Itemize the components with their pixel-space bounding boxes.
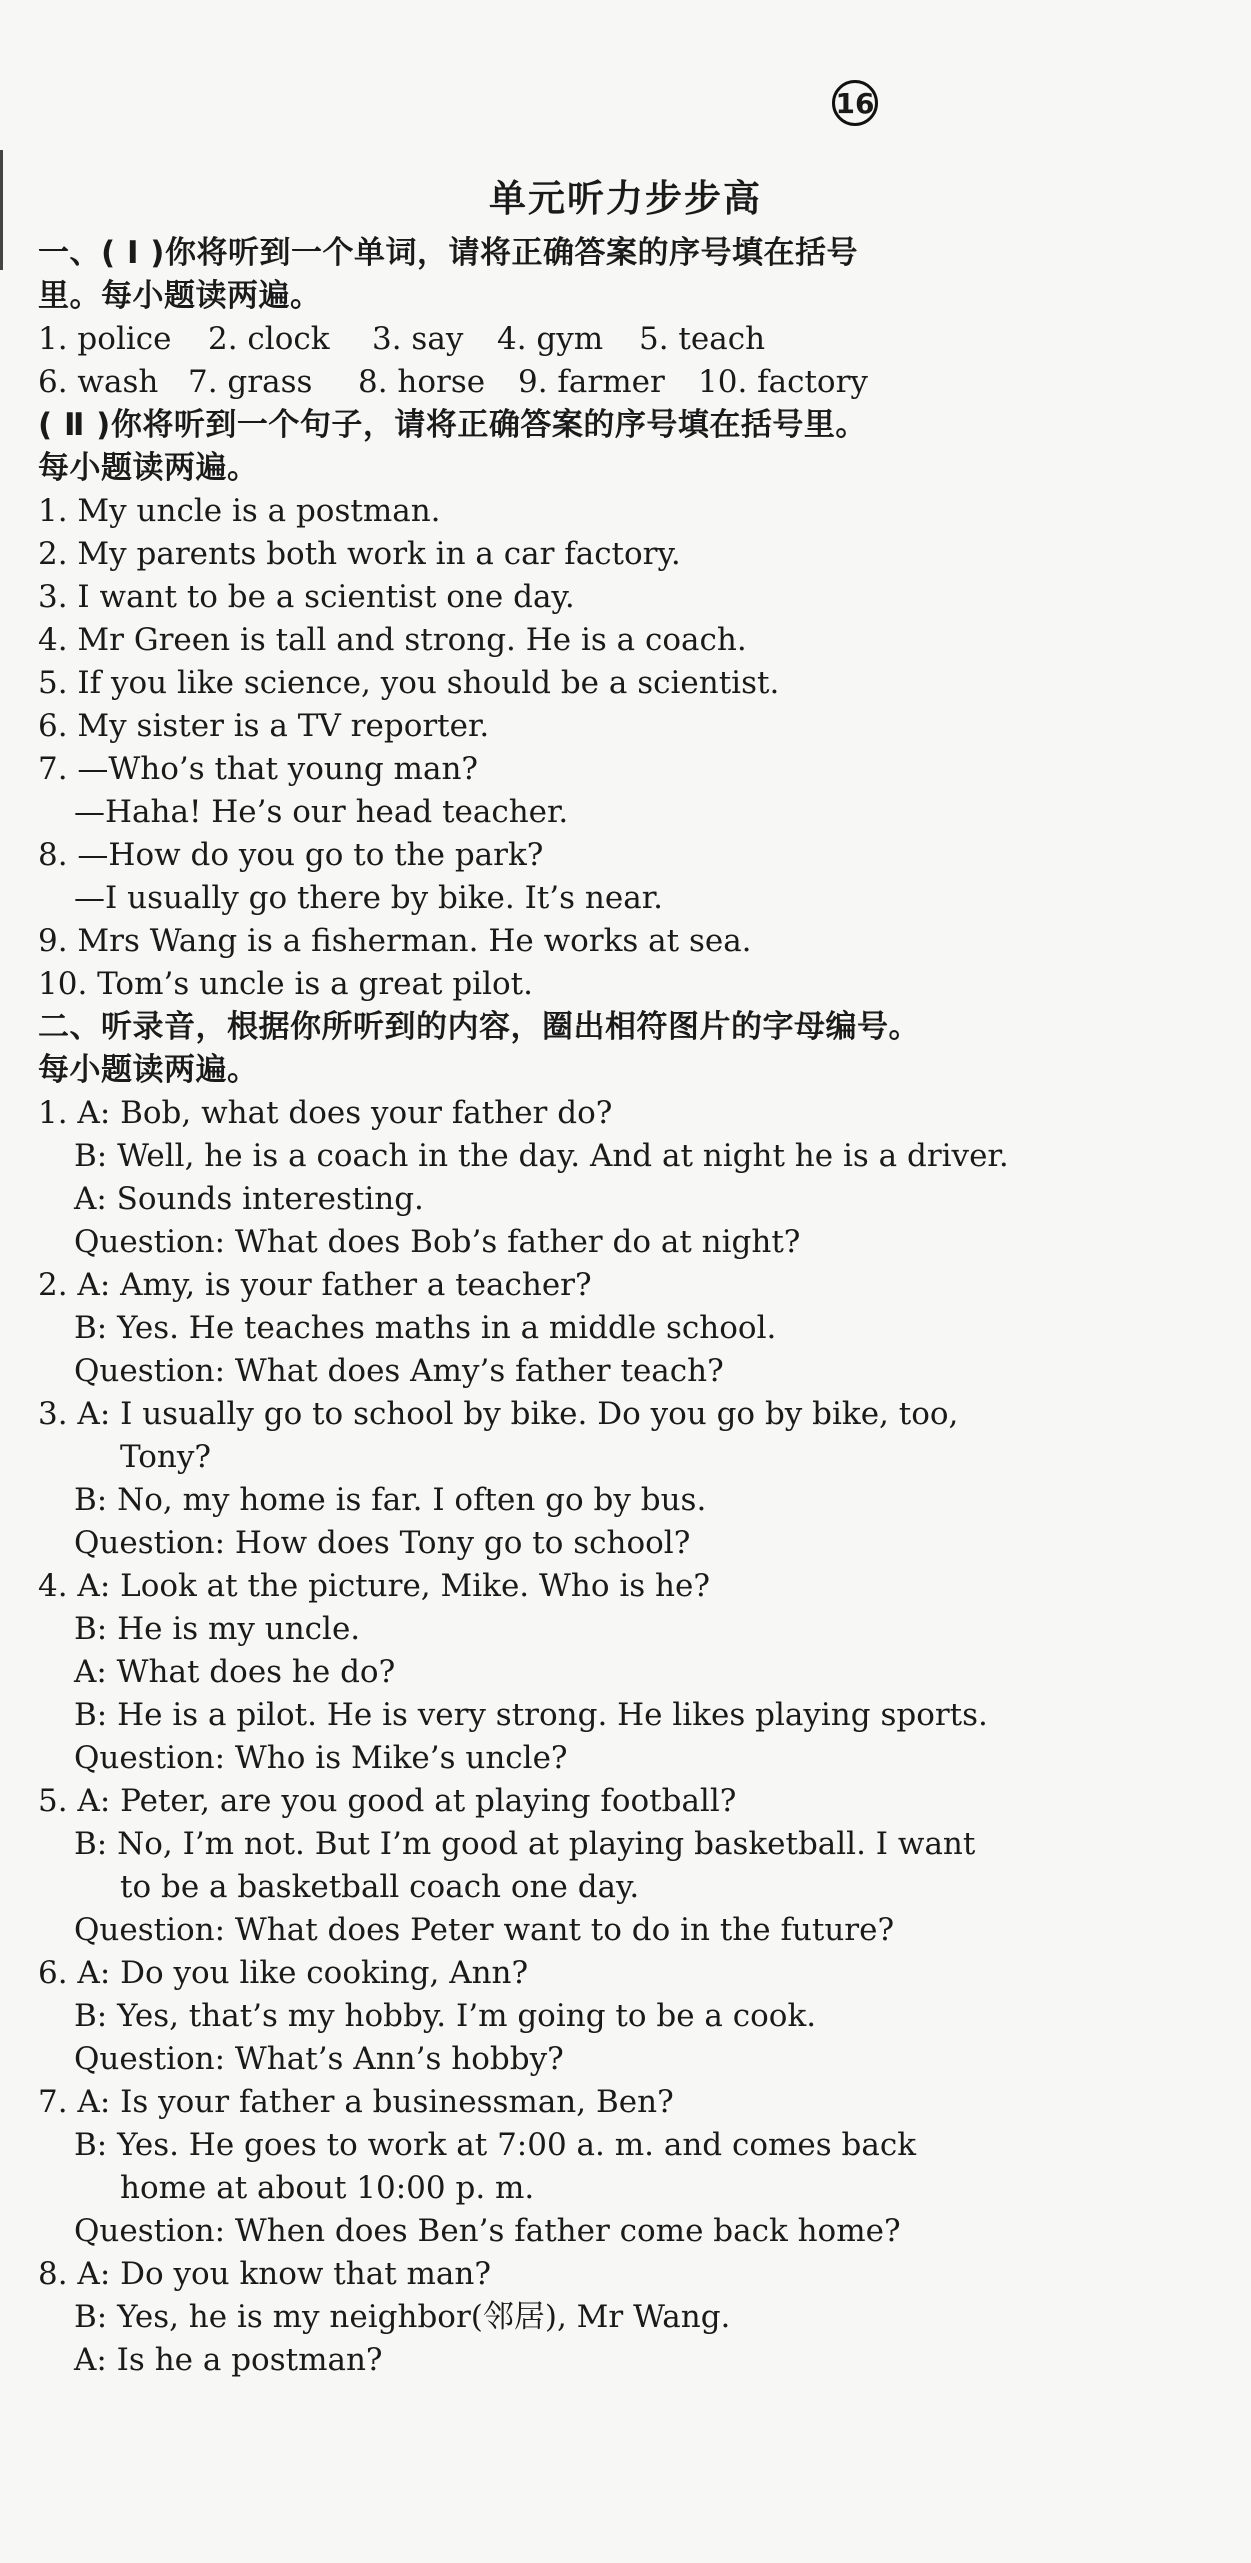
question-line: Question: What does Peter want to do in the future? [74,1912,895,1948]
dialogue-line: B: Well, he is a coach in the day. And at night he is a driver. [74,1138,1009,1174]
dialogue-line: 7. A: Is your father a businessman, Ben? [38,2084,674,2120]
dialogue-line: 1. A: Bob, what does your father do? [38,1095,613,1131]
dialogue-line: 6. A: Do you like cooking, Ann? [38,1955,529,1991]
page-title: 单元听力步步高 [489,177,762,220]
word-item: 1. police [38,321,172,357]
sentence-item: 2. My parents both work in a car factory. [38,536,681,572]
sentence-item: 5. If you like science, you should be a scientist. [38,665,780,701]
dialogue-line: 8. A: Do you know that man? [38,2256,491,2292]
sentence-item: 4. Mr Green is tall and strong. He is a coach. [38,622,747,658]
word-item: 2. clock [208,321,330,357]
dialogue-line-cont: to be a basketball coach one day. [120,1869,640,1905]
dialogue-line: 2. A: Amy, is your father a teacher? [38,1267,592,1303]
word-item: 7. grass [188,364,313,400]
question-line: Question: What does Bob’s father do at night? [74,1224,801,1260]
sentence-item: 7. —Who’s that young man? [38,751,479,787]
dialogue-line: A: What does he do? [74,1654,396,1690]
sentence-item: 3. I want to be a scientist one day. [38,579,575,615]
question-line: Question: What does Amy’s father teach? [74,1353,724,1389]
dialogue-line: B: Yes, he is my neighbor(邻居), Mr Wang. [74,2299,731,2335]
sentence-item: 9. Mrs Wang is a fisherman. He works at sea. [38,923,752,959]
dialogue-line: 4. A: Look at the picture, Mike. Who is he? [38,1568,710,1604]
word-item: 10. factory [698,364,868,400]
dialogue-line: B: Yes. He teaches maths in a middle school. [74,1310,777,1346]
exercise-content [38,232,1208,2382]
question-line: Question: When does Ben’s father come back home? [74,2213,901,2249]
word-item: 9. farmer [518,364,665,400]
word-item: 5. teach [639,321,766,357]
dialogue-line: B: No, I’m not. But I’m good at playing basketball. I want [74,1826,976,1862]
sentence-item: 6. My sister is a TV reporter. [38,708,490,744]
word-list-row-1 [38,318,1208,361]
question-line: Question: What’s Ann’s hobby? [74,2041,564,2077]
question-line: Question: Who is Mike’s uncle? [74,1740,568,1776]
dialogue-line: A: Is he a postman? [74,2342,383,2378]
section1-heading-cont: 里。每小题读两遍。 [38,278,322,314]
word-item: 6. wash [38,364,159,400]
sentence-item: 8. —How do you go to the park? [38,837,544,873]
word-item: 3. say [372,321,464,357]
sentence-item-reply: —Haha! He’s our head teacher. [74,794,569,830]
sentence-item-reply: —I usually go there by bike. It’s near. [74,880,663,916]
dialogue-line: B: No, my home is far. I often go by bus. [74,1482,707,1518]
section1-part2-heading-cont: 每小题读两遍。 [38,450,259,486]
word-list-row-2 [38,361,1208,404]
word-item: 8. horse [358,364,486,400]
dialogue-line: B: He is a pilot. He is very strong. He likes playing sports. [74,1697,988,1733]
section1-part2-heading: ( Ⅱ )你将听到一个句子，请将正确答案的序号填在括号里。 [38,407,867,443]
section2-heading-cont: 每小题读两遍。 [38,1052,259,1088]
sentence-item: 10. Tom’s uncle is a great pilot. [38,966,533,1002]
dialogue-line-cont: home at about 10:00 p. m. [120,2170,535,2206]
dialogue-line-cont: Tony? [120,1439,212,1475]
dialogue-line: 5. A: Peter, are you good at playing football? [38,1783,737,1819]
section2-heading: 二、听录音，根据你所听到的内容，圈出相符图片的字母编号。 [38,1009,920,1045]
dialogue-line: A: Sounds interesting. [74,1181,424,1217]
dialogue-line: B: He is my uncle. [74,1611,361,1647]
word-item: 4. gym [497,321,604,357]
dialogue-line: 3. A: I usually go to school by bike. Do you go by bike, too, [38,1396,959,1432]
sentence-item: 1. My uncle is a postman. [38,493,441,529]
page-number: 16 [832,80,878,126]
question-line: Question: How does Tony go to school? [74,1525,691,1561]
dialogue-line: B: Yes. He goes to work at 7:00 a. m. and comes back [74,2127,916,2163]
section1-heading: 一、( Ⅰ )你将听到一个单词，请将正确答案的序号填在括号 [38,235,858,271]
dialogue-line: B: Yes, that’s my hobby. I’m going to be a cook. [74,1998,817,2034]
